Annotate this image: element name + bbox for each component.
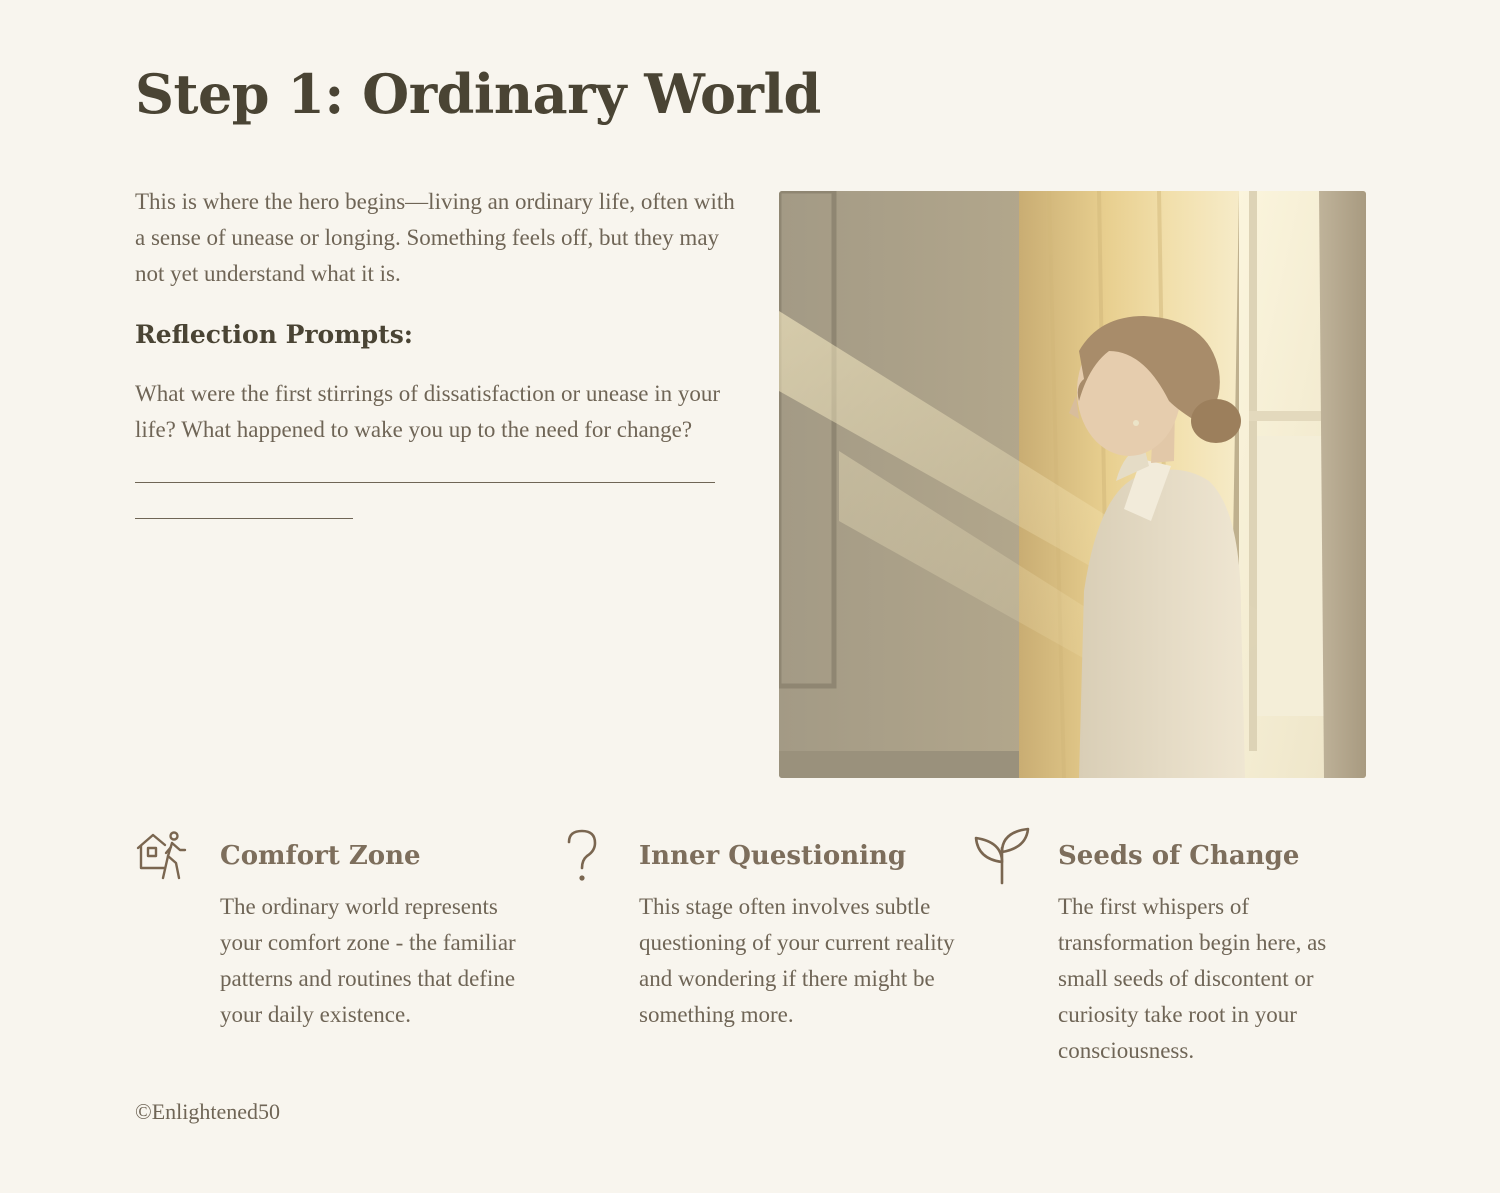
feature-description: The ordinary world represents your comfort zone - the familiar patterns and routines that define your daily existence. xyxy=(220,894,516,1027)
feature-description: This stage often involves subtle questioning of your current reality and wondering if there might be something more. xyxy=(639,894,955,1027)
feature-title: Seeds of Change xyxy=(1058,841,1300,871)
hero-photo xyxy=(779,191,1366,778)
intro-paragraph: This is where the hero begins—living an ordinary life, often with a sense of unease or longing. Something feels off, but they may not yet understand what it is. xyxy=(135,189,735,286)
feature-title: Comfort Zone xyxy=(220,841,421,871)
answer-line[interactable] xyxy=(135,518,353,519)
answer-line[interactable] xyxy=(135,482,715,483)
answer-lines[interactable] xyxy=(135,482,735,519)
home-walking-person-icon xyxy=(135,826,195,886)
copyright-footer: ©Enlightened50 xyxy=(135,1099,281,1124)
page-title: Step 1: Ordinary World xyxy=(135,62,821,126)
feature-description: The first whispers of transformation begin here, as small seeds of discontent or curiosity take root in your consciousness. xyxy=(1058,894,1327,1063)
question-mark-icon xyxy=(555,826,615,886)
sprout-icon xyxy=(972,826,1032,886)
content-column xyxy=(135,184,735,554)
reflection-prompts-heading: Reflection Prompts: xyxy=(135,320,414,349)
reflection-prompts-text: What were the first stirrings of dissatisfaction or unease in your life? What happened to wake you up to the need for change? xyxy=(135,381,721,442)
feature-title: Inner Questioning xyxy=(639,841,907,871)
